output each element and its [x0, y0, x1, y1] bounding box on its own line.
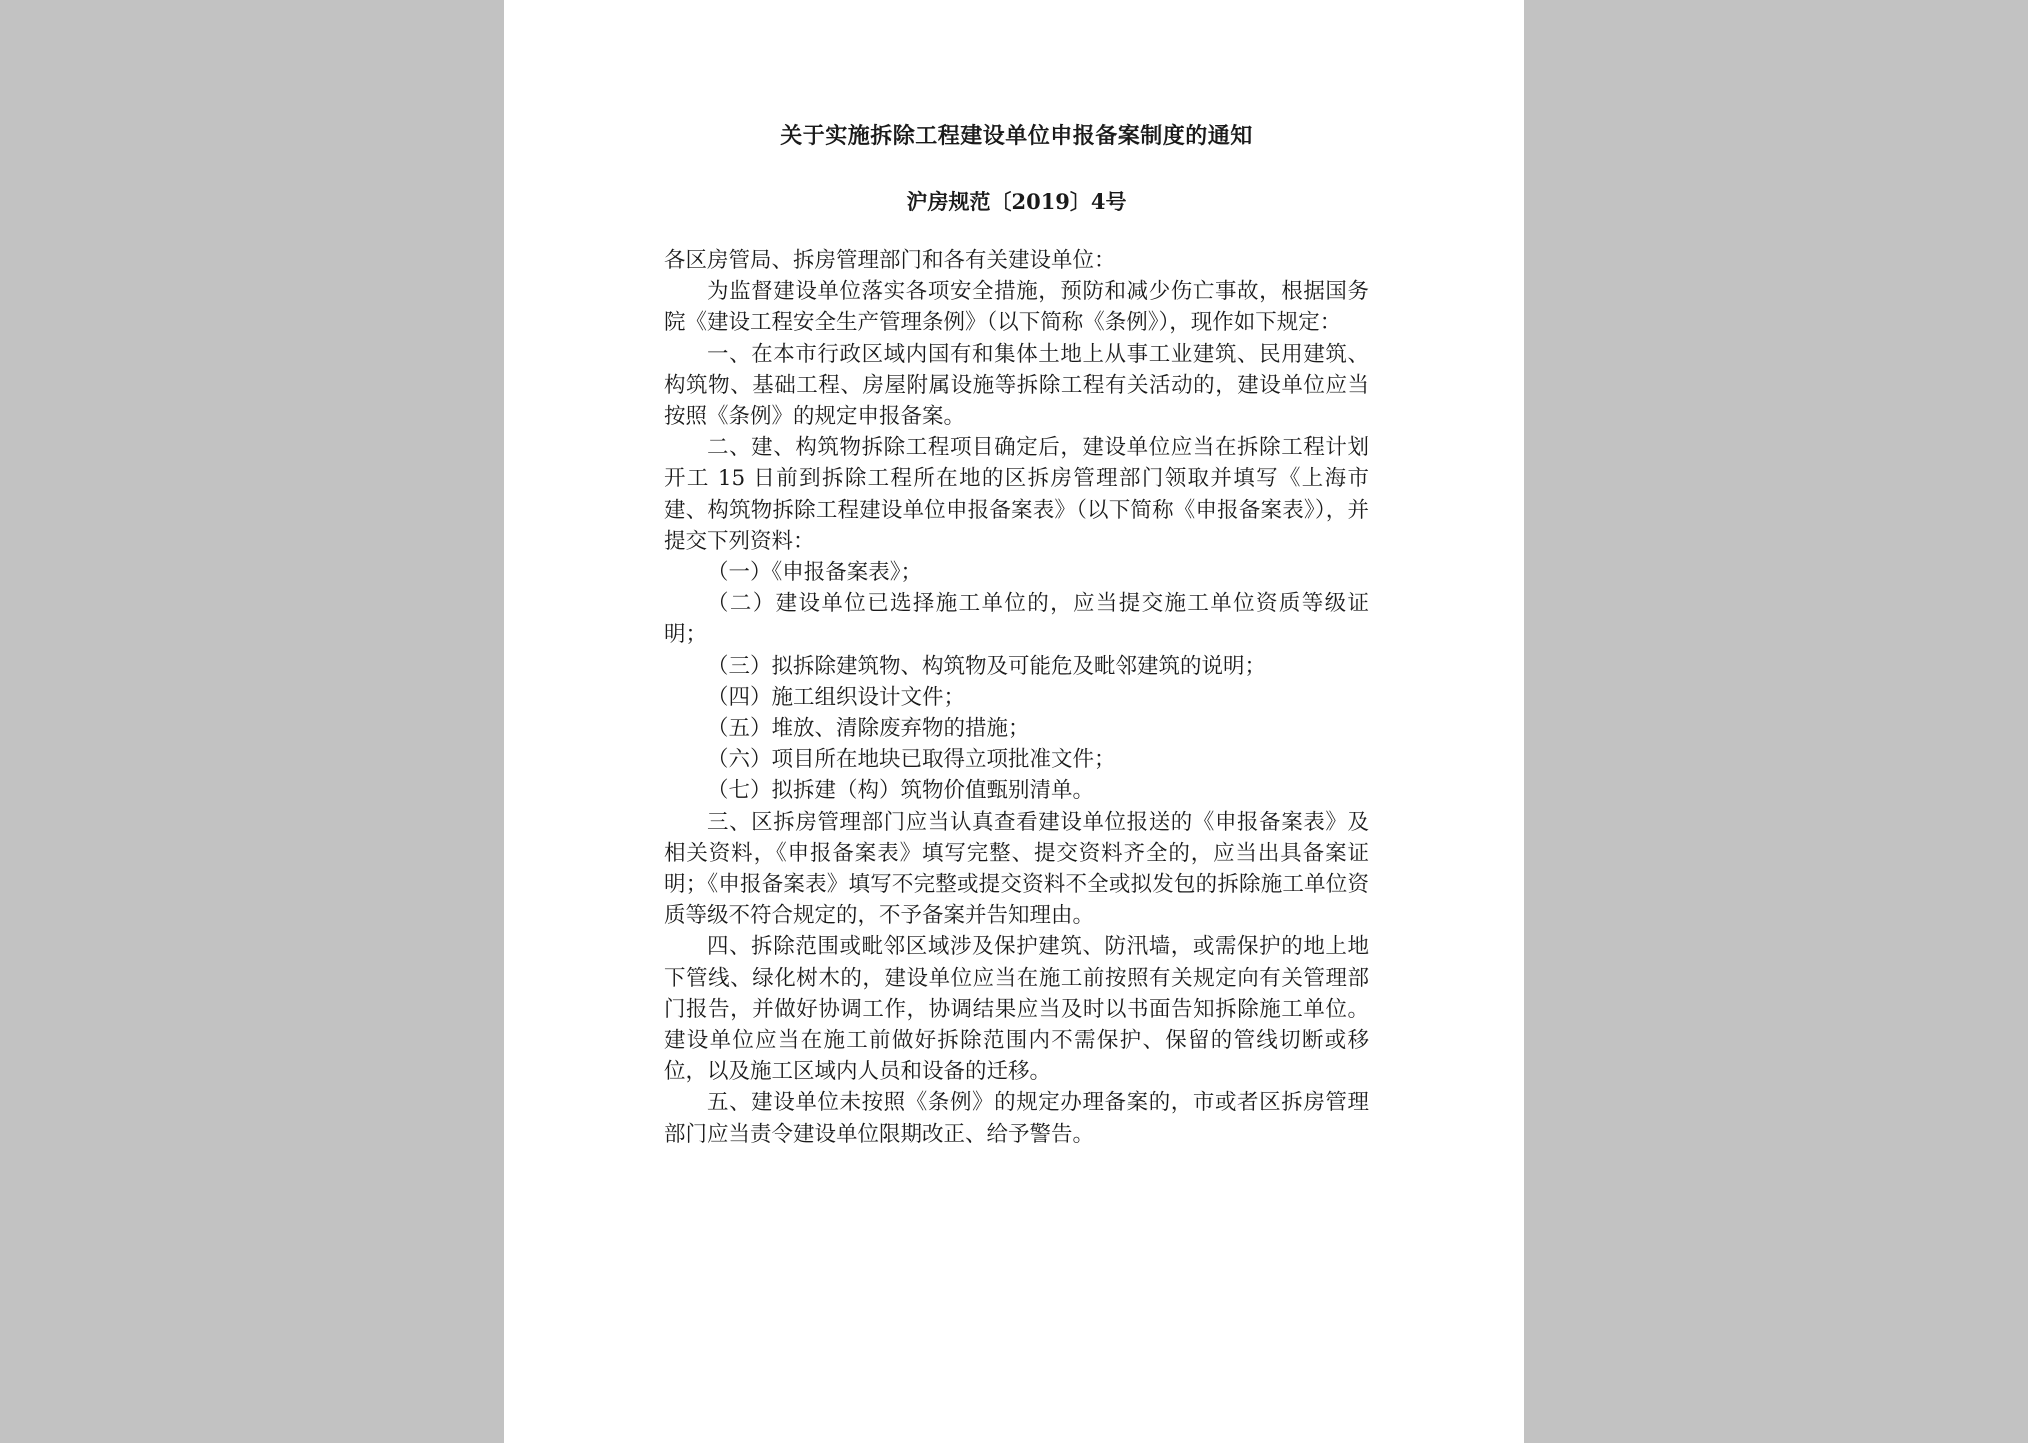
list-item-7: （七）拟拆建（构）筑物价值甄别清单。: [707, 778, 1095, 804]
list-item-2: （二）建设单位已选择施工单位的，应当提交施工单位资质等级证明；: [664, 591, 1369, 648]
list-item-5: （五）堆放、清除废弃物的措施；: [707, 716, 1030, 742]
list-item-6: （六）项目所在地块已取得立项批准文件；: [707, 747, 1116, 773]
salutation: 各区房管局、拆房管理部门和各有关建设单位：: [664, 248, 1116, 273]
document-body: [664, 245, 1369, 1150]
paragraph-section-2: 二、建、构筑物拆除工程项目确定后，建设单位应当在拆除工程计划开工 15 日前到拆除工程所在地的区拆房管理部门领取并填写《上海市建、构筑物拆除工程建设单位申报备案表》（以下简称《申报备案表》），并提交下列资料：: [664, 435, 1369, 554]
list-item-3: （三）拟拆除建筑物、构筑物及可能危及毗邻建筑的说明；: [707, 653, 1267, 679]
list-item-4: （四）施工组织设计文件；: [707, 684, 966, 710]
document-page: [504, 0, 1524, 1443]
document-title: 关于实施拆除工程建设单位申报备案制度的通知: [780, 123, 1253, 149]
list-item-1: （一）《申报备案表》；: [707, 560, 923, 586]
paragraph-section-1: 一、在本市行政区域内国有和集体土地上从事工业建筑、民用建筑、构筑物、基础工程、房屋附属设施等拆除工程有关活动的，建设单位应当按照《条例》的规定申报备案。: [664, 341, 1369, 430]
document-number: 沪房规范〔2019〕4号: [906, 189, 1127, 214]
paragraph-intro: 为监督建设单位落实各项安全措施，预防和减少伤亡事故，根据国务院《建设工程安全生产管理条例》（以下简称《条例》），现作如下规定：: [664, 279, 1369, 336]
paragraph-section-5: 五、建设单位未按照《条例》的规定办理备案的，市或者区拆房管理部门应当责令建设单位限期改正、给予警告。: [664, 1090, 1369, 1147]
paragraph-section-4: 四、拆除范围或毗邻区域涉及保护建筑、防汛墙，或需保护的地上地下管线、绿化树木的，建设单位应当在施工前按照有关规定向有关管理部门报告，并做好协调工作，协调结果应当及时以书面告知拆除施工单位。建设单位应当在施工前做好拆除范围内不需保护、保留的管线切断或移位，以及施工区域内人员和设备的迁移。: [664, 934, 1369, 1085]
paragraph-section-3: 三、区拆房管理部门应当认真查看建设单位报送的《申报备案表》及相关资料，《申报备案表》填写完整、提交资料齐全的，应当出具备案证明；《申报备案表》填写不完整或提交资料不全或拟发包的拆除施工单位资质等级不符合规定的，不予备案并告知理由。: [664, 809, 1369, 929]
